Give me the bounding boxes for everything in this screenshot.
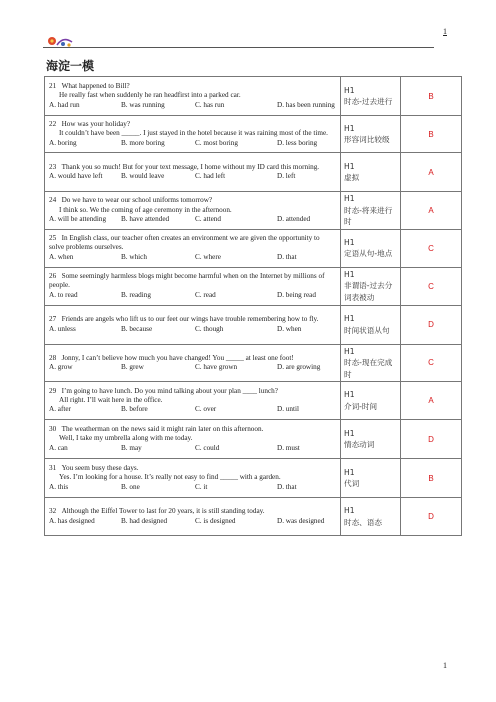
answer-options bbox=[49, 325, 336, 334]
level-tag: H1 bbox=[344, 314, 355, 323]
option-c: C. most boring bbox=[195, 138, 238, 147]
topic-cell bbox=[341, 420, 401, 459]
question-text: Do we have to wear our school uniforms tomorrow? bbox=[61, 196, 213, 205]
topic-cell bbox=[341, 498, 401, 536]
option-d: D. that bbox=[277, 482, 297, 491]
page-number-bottom: 1 bbox=[443, 661, 447, 670]
option-b: B. grew bbox=[121, 362, 144, 371]
question-line bbox=[49, 163, 336, 172]
grammar-topic: 时态-现在完成时 bbox=[344, 358, 393, 379]
topic-cell bbox=[341, 305, 401, 344]
option-c: C. attend bbox=[195, 214, 221, 223]
grammar-topic: 情态动词 bbox=[344, 440, 375, 449]
level-tag: H1 bbox=[344, 123, 355, 133]
option-d: D. must bbox=[277, 443, 300, 452]
grammar-topic: 时态-将来进行时 bbox=[344, 205, 393, 226]
question-line bbox=[49, 387, 336, 396]
question-line bbox=[49, 464, 336, 473]
question-cell bbox=[45, 459, 341, 498]
question-row bbox=[45, 77, 462, 116]
question-line bbox=[49, 272, 336, 290]
option-a: A. this bbox=[49, 482, 69, 491]
option-d: D. that bbox=[277, 252, 297, 261]
answer-options bbox=[49, 172, 336, 181]
question-cell bbox=[45, 305, 341, 344]
question-text: In English class, our teacher often creates an environment we are given the opportunity to solve problems ourselves. bbox=[49, 234, 320, 252]
answer-options bbox=[49, 444, 336, 453]
option-a: A. can bbox=[49, 443, 68, 452]
question-number: 31 bbox=[49, 464, 57, 473]
question-row bbox=[45, 116, 462, 153]
question-number: 25 bbox=[49, 234, 57, 243]
answer-cell: D bbox=[401, 420, 462, 459]
question-row bbox=[45, 153, 462, 192]
answer-options bbox=[49, 253, 336, 262]
question-line-2: I think so. We the coming of age ceremony in the afternoon. bbox=[59, 205, 232, 214]
option-a: A. after bbox=[49, 405, 71, 414]
grammar-topic: 介词-时间 bbox=[344, 401, 378, 411]
option-c: C. has run bbox=[195, 100, 225, 109]
level-tag: H1 bbox=[344, 390, 355, 399]
question-text: How was your holiday? bbox=[61, 120, 131, 129]
question-cell bbox=[45, 192, 341, 230]
option-c: C. where bbox=[195, 252, 221, 261]
question-line bbox=[49, 120, 336, 129]
option-c: C. read bbox=[195, 290, 216, 299]
option-b: B. one bbox=[121, 482, 140, 491]
answer-options bbox=[49, 101, 336, 110]
question-line-2: Yes. I’m looking for a house. It’s really not easy to find _____ with a garden. bbox=[59, 473, 281, 482]
question-number: 30 bbox=[49, 425, 57, 434]
topic-cell bbox=[341, 116, 401, 153]
question-cell bbox=[45, 267, 341, 305]
grammar-topic: 形容词比较级 bbox=[344, 135, 390, 144]
question-number: 27 bbox=[49, 315, 57, 324]
question-row bbox=[45, 267, 462, 305]
level-tag: H1 bbox=[344, 428, 355, 438]
option-d: D. until bbox=[277, 405, 299, 414]
level-tag: H1 bbox=[344, 506, 355, 515]
answer-cell: D bbox=[401, 498, 462, 536]
question-cell bbox=[45, 229, 341, 267]
question-text: What happened to Bill? bbox=[61, 82, 130, 91]
level-tag: H1 bbox=[344, 346, 355, 356]
option-a: A. grow bbox=[49, 362, 73, 371]
question-cell bbox=[45, 420, 341, 459]
option-d: D. attended bbox=[277, 214, 311, 223]
option-b: B. was running bbox=[121, 100, 165, 109]
question-cell bbox=[45, 382, 341, 420]
option-a: A. would have left bbox=[49, 172, 103, 180]
answer-options bbox=[49, 405, 336, 414]
option-b: B. more boring bbox=[121, 138, 165, 147]
grammar-topic: 时间状语从句 bbox=[344, 325, 390, 335]
topic-cell bbox=[341, 267, 401, 305]
question-cell bbox=[45, 116, 341, 153]
question-row bbox=[45, 229, 462, 267]
level-tag: H1 bbox=[344, 161, 355, 171]
answer-cell: B bbox=[401, 459, 462, 498]
grammar-topic: 代词 bbox=[344, 479, 360, 488]
question-line-2: Well, I take my umbrella along with me today. bbox=[59, 434, 193, 443]
level-tag: H1 bbox=[344, 237, 355, 247]
answer-cell: C bbox=[401, 267, 462, 305]
question-text: Some seemingly harmless blogs might become harmful when on the Internet by millions of people. bbox=[49, 272, 325, 290]
answer-options bbox=[49, 291, 336, 300]
answer-options bbox=[49, 363, 336, 372]
topic-cell bbox=[341, 153, 401, 192]
option-b: B. may bbox=[121, 443, 142, 452]
option-b: B. have attended bbox=[121, 214, 170, 223]
answer-cell: B bbox=[401, 77, 462, 116]
question-row bbox=[45, 305, 462, 344]
question-number: 24 bbox=[49, 196, 57, 205]
option-b: B. reading bbox=[121, 290, 151, 299]
question-number: 22 bbox=[49, 120, 57, 129]
question-cell bbox=[45, 77, 341, 116]
answer-cell: A bbox=[401, 153, 462, 192]
level-tag: H1 bbox=[344, 194, 355, 203]
question-text: The weatherman on the news said it might rain later on this afternoon. bbox=[61, 425, 264, 434]
header-rule bbox=[43, 47, 434, 48]
question-line bbox=[49, 507, 336, 516]
page-number-top: 1 bbox=[443, 27, 447, 36]
answer-cell: A bbox=[401, 192, 462, 230]
question-row bbox=[45, 192, 462, 230]
topic-cell bbox=[341, 229, 401, 267]
question-text: I’m going to have lunch. Do you mind talking about your plan ____ lunch? bbox=[61, 386, 278, 395]
question-line bbox=[49, 354, 336, 363]
option-d: D. are growing bbox=[277, 362, 321, 371]
question-line bbox=[49, 315, 336, 324]
option-b: B. because bbox=[121, 324, 153, 333]
question-text: Although the Eiffel Tower to last for 20 years, it is still standing today. bbox=[61, 507, 265, 516]
question-text: Friends are angels who lift us to our feet our wings have trouble remembering how to fly. bbox=[61, 315, 319, 324]
option-c: C. over bbox=[195, 405, 217, 414]
option-c: C. had left bbox=[195, 172, 226, 180]
question-table bbox=[44, 76, 462, 536]
option-d: D. left bbox=[277, 172, 296, 180]
question-line bbox=[49, 196, 336, 205]
option-c: C. could bbox=[195, 443, 220, 452]
question-text: Jonny, I can’t believe how much you have changed! You _____ at least one foot! bbox=[61, 353, 294, 362]
question-text: You seem busy these days. bbox=[61, 464, 139, 473]
question-line bbox=[49, 425, 336, 434]
option-c: C. though bbox=[195, 324, 224, 333]
level-tag: H1 bbox=[344, 467, 355, 477]
question-number: 23 bbox=[49, 162, 57, 171]
question-line-2: All right. I’ll wait here in the office. bbox=[59, 395, 163, 404]
option-a: A. had run bbox=[49, 100, 80, 109]
option-d: D. was designed bbox=[277, 516, 325, 525]
answer-cell: C bbox=[401, 229, 462, 267]
topic-cell bbox=[341, 459, 401, 498]
question-text: Thank you so much! But for your text message, I home without my ID card this morning. bbox=[61, 162, 320, 171]
question-number: 32 bbox=[49, 507, 57, 516]
level-tag: H1 bbox=[344, 269, 355, 279]
topic-cell bbox=[341, 382, 401, 420]
option-c: C. have grown bbox=[195, 362, 238, 371]
question-row bbox=[45, 459, 462, 498]
option-c: C. is designed bbox=[195, 516, 236, 525]
option-c: C. it bbox=[195, 482, 208, 491]
grammar-topic: 时态-过去进行 bbox=[344, 97, 393, 106]
answer-cell: C bbox=[401, 344, 462, 382]
question-cell bbox=[45, 344, 341, 382]
question-line bbox=[49, 234, 336, 252]
answer-options bbox=[49, 483, 336, 492]
question-row bbox=[45, 382, 462, 420]
grammar-topic: 非谓语-过去分词表被动 bbox=[344, 281, 393, 302]
option-d: D. when bbox=[277, 324, 302, 333]
question-row bbox=[45, 498, 462, 536]
topic-cell bbox=[341, 344, 401, 382]
question-line-2: He really fast when suddenly he ran headfirst into a parked car. bbox=[59, 91, 241, 100]
page-title: 海淀一模 bbox=[46, 59, 95, 73]
question-cell bbox=[45, 153, 341, 192]
question-number: 26 bbox=[49, 272, 57, 281]
answer-options bbox=[49, 517, 336, 526]
question-number: 21 bbox=[49, 82, 57, 91]
question-row bbox=[45, 420, 462, 459]
answer-cell: A bbox=[401, 382, 462, 420]
answer-options bbox=[49, 215, 336, 224]
grammar-topic: 时态、语态 bbox=[344, 517, 382, 527]
grammar-topic: 虚拟 bbox=[344, 173, 360, 182]
option-a: A. when bbox=[49, 252, 74, 261]
answer-cell: D bbox=[401, 305, 462, 344]
option-a: A. will be attending bbox=[49, 214, 107, 223]
topic-cell bbox=[341, 192, 401, 230]
option-d: D. has been running bbox=[277, 100, 335, 109]
question-number: 28 bbox=[49, 353, 57, 362]
option-b: B. which bbox=[121, 252, 147, 261]
question-line-2: It couldn’t have been _____. I just stayed in the hotel because it was raining most of the time. bbox=[59, 129, 328, 138]
option-a: A. boring bbox=[49, 138, 77, 147]
question-line bbox=[49, 82, 336, 91]
answer-options bbox=[49, 139, 336, 148]
topic-cell bbox=[341, 77, 401, 116]
option-d: D. less boring bbox=[277, 138, 318, 147]
option-b: B. would leave bbox=[121, 172, 165, 180]
option-a: A. to read bbox=[49, 290, 78, 299]
option-a: A. unless bbox=[49, 324, 76, 333]
option-a: A. has designed bbox=[49, 516, 95, 525]
question-row bbox=[45, 344, 462, 382]
level-tag: H1 bbox=[344, 85, 355, 95]
option-d: D. being read bbox=[277, 290, 316, 299]
option-b: B. before bbox=[121, 405, 148, 414]
question-cell bbox=[45, 498, 341, 536]
question-number: 29 bbox=[49, 386, 57, 395]
option-b: B. had designed bbox=[121, 516, 168, 525]
grammar-topic: 定语从句-地点 bbox=[344, 249, 393, 258]
answer-cell: B bbox=[401, 116, 462, 153]
